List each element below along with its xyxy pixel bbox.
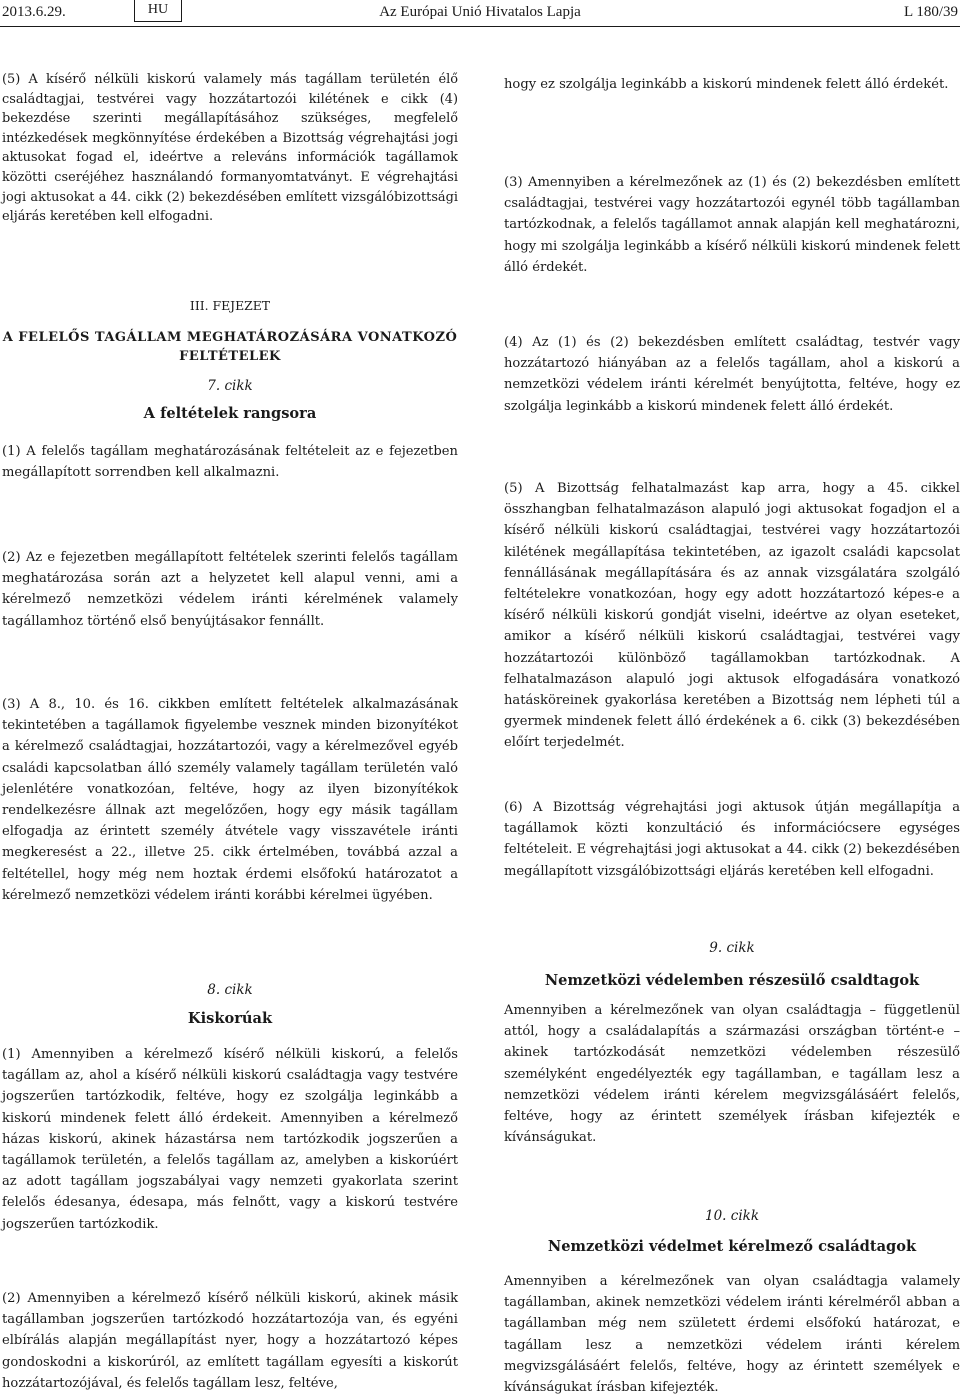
article-7-paragraph-1: (1) A felelős tagállam meghatározásának feltételeit az e fejezetben megállapított sorrendben kell alkalmazni. xyxy=(2,444,458,481)
article-8-paragraph-6: (6) A Bizottság végrehajtási jogi aktusok útján megállapítja a tagállamok közti konzultáció és információcsere egységes feltételeit. E végrehajtási jogi aktusokat a 44. cikk (2) bekezdésében megállapított vizsgálóbizottsági eljárás keretében kell elfogadni. xyxy=(504,800,960,879)
article-8-number: 8. cikk xyxy=(207,982,253,998)
article-10-paragraph: Amennyiben a kérelmezőnek van olyan családtagja valamely tagállamban, akinek nemzetközi védelem iránti kérelméről abban a tagállamban még nem született érdemi elsőfokú határozat, e tagállam lesz a nemzetközi védelem iránti kérelem megvizsgálásáért felelős, feltéve, hogy az érintett személyek e kívánságukat írásban kifejezték. xyxy=(504,1274,960,1396)
paragraph-5: (5) A kísérő nélküli kiskorú valamely más tagállam területén élő családtagjai, testvérei vagy hozzátartozói kilétének e cikk (4) bekezdése szerinti megállapításához szükséges, megfelelő intézkedések megkönnyítése érdekében a Bizottság végrehajtási jogi aktusokat fogad el, ideértve a releváns információk tagállamok közötti cseréjéhez használandó formanyomtatványt. E végrehajtási jogi aktusokat a 44. cikk (2) bekezdésében említett vizsgálóbizottsági eljárás keretében kell elfogadni. xyxy=(2,72,458,225)
article-10-number: 10. cikk xyxy=(705,1208,759,1224)
article-10-title: Nemzetközi védelmet kérelmező családtagok xyxy=(547,1238,917,1255)
article-7-number: 7. cikk xyxy=(207,378,253,394)
page-header xyxy=(0,0,960,28)
publication-date: 2013.6.29. xyxy=(2,4,66,20)
chapter-title: A FELELŐS TAGÁLLAM MEGHATÁROZÁSÁRA VONATKOZÓ FELTÉTELEK xyxy=(2,330,458,364)
chapter-label: III. FEJEZET xyxy=(189,298,271,313)
article-8-title: Kiskorúak xyxy=(187,1010,273,1027)
article-9-number: 9. cikk xyxy=(709,940,755,956)
article-8-paragraph-1: (1) Amennyiben a kérelmező kísérő nélküli kiskorú, a felelős tagállam az, ahol a kísérő nélküli kiskorú családtagja vagy testvére jogszerűen tartózkodik, feltéve, hogy ez szolgálja leginkább a kiskorú mindenek felett álló érdekeit. Amennyiben a kérelmező házas kiskorú, akinek házastársa nem tartózkodik jogszerűen a tagállamok területén, a felelős tagállam az, amelyben a kiskorúért az adott tagállam jogszabályai vagy nemzeti gyakorlata szerint felelős édesanya, édesapa, más felnőtt, vagy a kiskorú testvére jogszerűen tartózkodik. xyxy=(2,1047,458,1232)
article-8-paragraph-3: (3) Amennyiben a kérelmezőnek az (1) és (2) bekezdésben említett családtagjai, testvérei vagy hozzátartozói egynél több tagállamban tartózkodnak, a felelős tagállamot annak alapján kell meghatározni, hogy mi szolgálja leginkább a kísérő nélküli kiskorú mindenek felett álló érdekét. xyxy=(504,175,960,275)
article-7-title: A feltételek rangsora xyxy=(143,405,317,422)
article-8-paragraph-4: (4) Az (1) és (2) bekezdésben említett családtag, testvér vagy hozzátartozó hiányában az a felelős tagállam, ahol a kiskorú a nemzetközi védelem iránti kérelmét benyújtotta, feltéve, hogy ez szolgálja leginkább a kiskorú mindenek felett álló érdekét. xyxy=(504,335,960,414)
language-code-box: HU xyxy=(134,0,182,22)
header-divider xyxy=(0,26,960,27)
article-7-paragraph-3: (3) A 8., 10. és 16. cikkben említett feltételek alkalmazásának tekintetében a tagállamok figyelembe vesznek minden bizonyítékot a kérelmező családtagjai, hozzátartozói, vagy a kérelmezővel egyéb családi kapcsolatban álló személy valamely tagállam területén való jelenlétére vonatkozóan, feltéve, hogy az ilyen bizonyítékok rendelkezésre állnak azt megelőzően, hogy egy másik tagállam elfogadja az érintett személy átvétele vagy visszavétele iránti megkeresést a 22., illetve 25. cikk értelmében, továbbá azzal a feltétellel, hogy még nem hoztak érdemi elsőfokú határozatot a kérelmező nemzetközi védelem iránti korábbi kérelmei ügyében. xyxy=(2,697,458,903)
article-9-paragraph: Amennyiben a kérelmezőnek van olyan családtagja – függetlenül attól, hogy a családalapítás a származási országban történt-e – akinek tartózkodását nemzetközi védelemben részesülő személyként engedélyezték egy tagállamban, e tagállam lesz a nemzetközi védelem iránti kérelem megvizsgálásáért felelős, feltéve, hogy az érintett személyek írásban kifejezték e kívánságukat. xyxy=(504,1003,960,1146)
article-8-paragraph-2: (2) Amennyiben a kérelmező kísérő nélküli kiskorú, akinek másik tagállamban jogszerűen tartózkodó hozzátartozója van, és egyéni elbírálás alapján megállapítást nyer, hogy a hozzátartozó képes gondoskodni a kiskorúról, az említett tagállam egyesíti a kiskorút hozzátartozójával, és felelős tagállam lesz, feltéve, xyxy=(2,1291,458,1391)
article-9-title: Nemzetközi védelemben részesülő csaldtagok xyxy=(544,972,920,989)
paragraph-2-continuation: hogy ez szolgálja leginkább a kiskorú mindenek felett álló érdekét. xyxy=(504,77,949,92)
journal-title: Az Európai Unió Hivatalos Lapja xyxy=(379,4,581,20)
article-7-paragraph-2: (2) Az e fejezetben megállapított feltételek szerinti felelős tagállam meghatározása során azt a helyzetet kell alapul venni, ami a kérelmező nemzetközi védelem iránti kérelmének valamely tagállamhoz történő első benyújtásakor fennállt. xyxy=(2,550,458,629)
article-8-paragraph-5: (5) A Bizottság felhatalmazást kap arra, hogy a 45. cikkel összhangban felhatalmazáson alapuló jogi aktusokat fogadjon el a kísérő nélküli kiskorú családtagjai, testvérei vagy hozzátartozói kilétének megállapítása tekintetében, az igazolt családi kapcsolat fennállásának megállapítására és az annak vizsgálatára szolgáló feltételekre vonatkozóan, hogy egy adott hozzátartozó képes-e a kísérő nélküli kiskorú gondját viselni, ideértve az olyan eseteket, amikor a kísérő nélküli kiskorú családtagjai, testvérei vagy hozzátartozói különböző tagállamokban tartózkodnak. A felhatalmazáson alapuló jogi aktusok elfogadására vonatkozó hatásköreinek gyakorlása keretében a Bizottság nem lépheti túl a gyermek mindenek felett álló érdekének a 6. cikk (3) bekezdésében előírt terjedelmét. xyxy=(504,481,960,751)
right-column xyxy=(504,74,960,1396)
page-reference: L 180/39 xyxy=(903,4,958,20)
left-column xyxy=(2,70,458,1392)
